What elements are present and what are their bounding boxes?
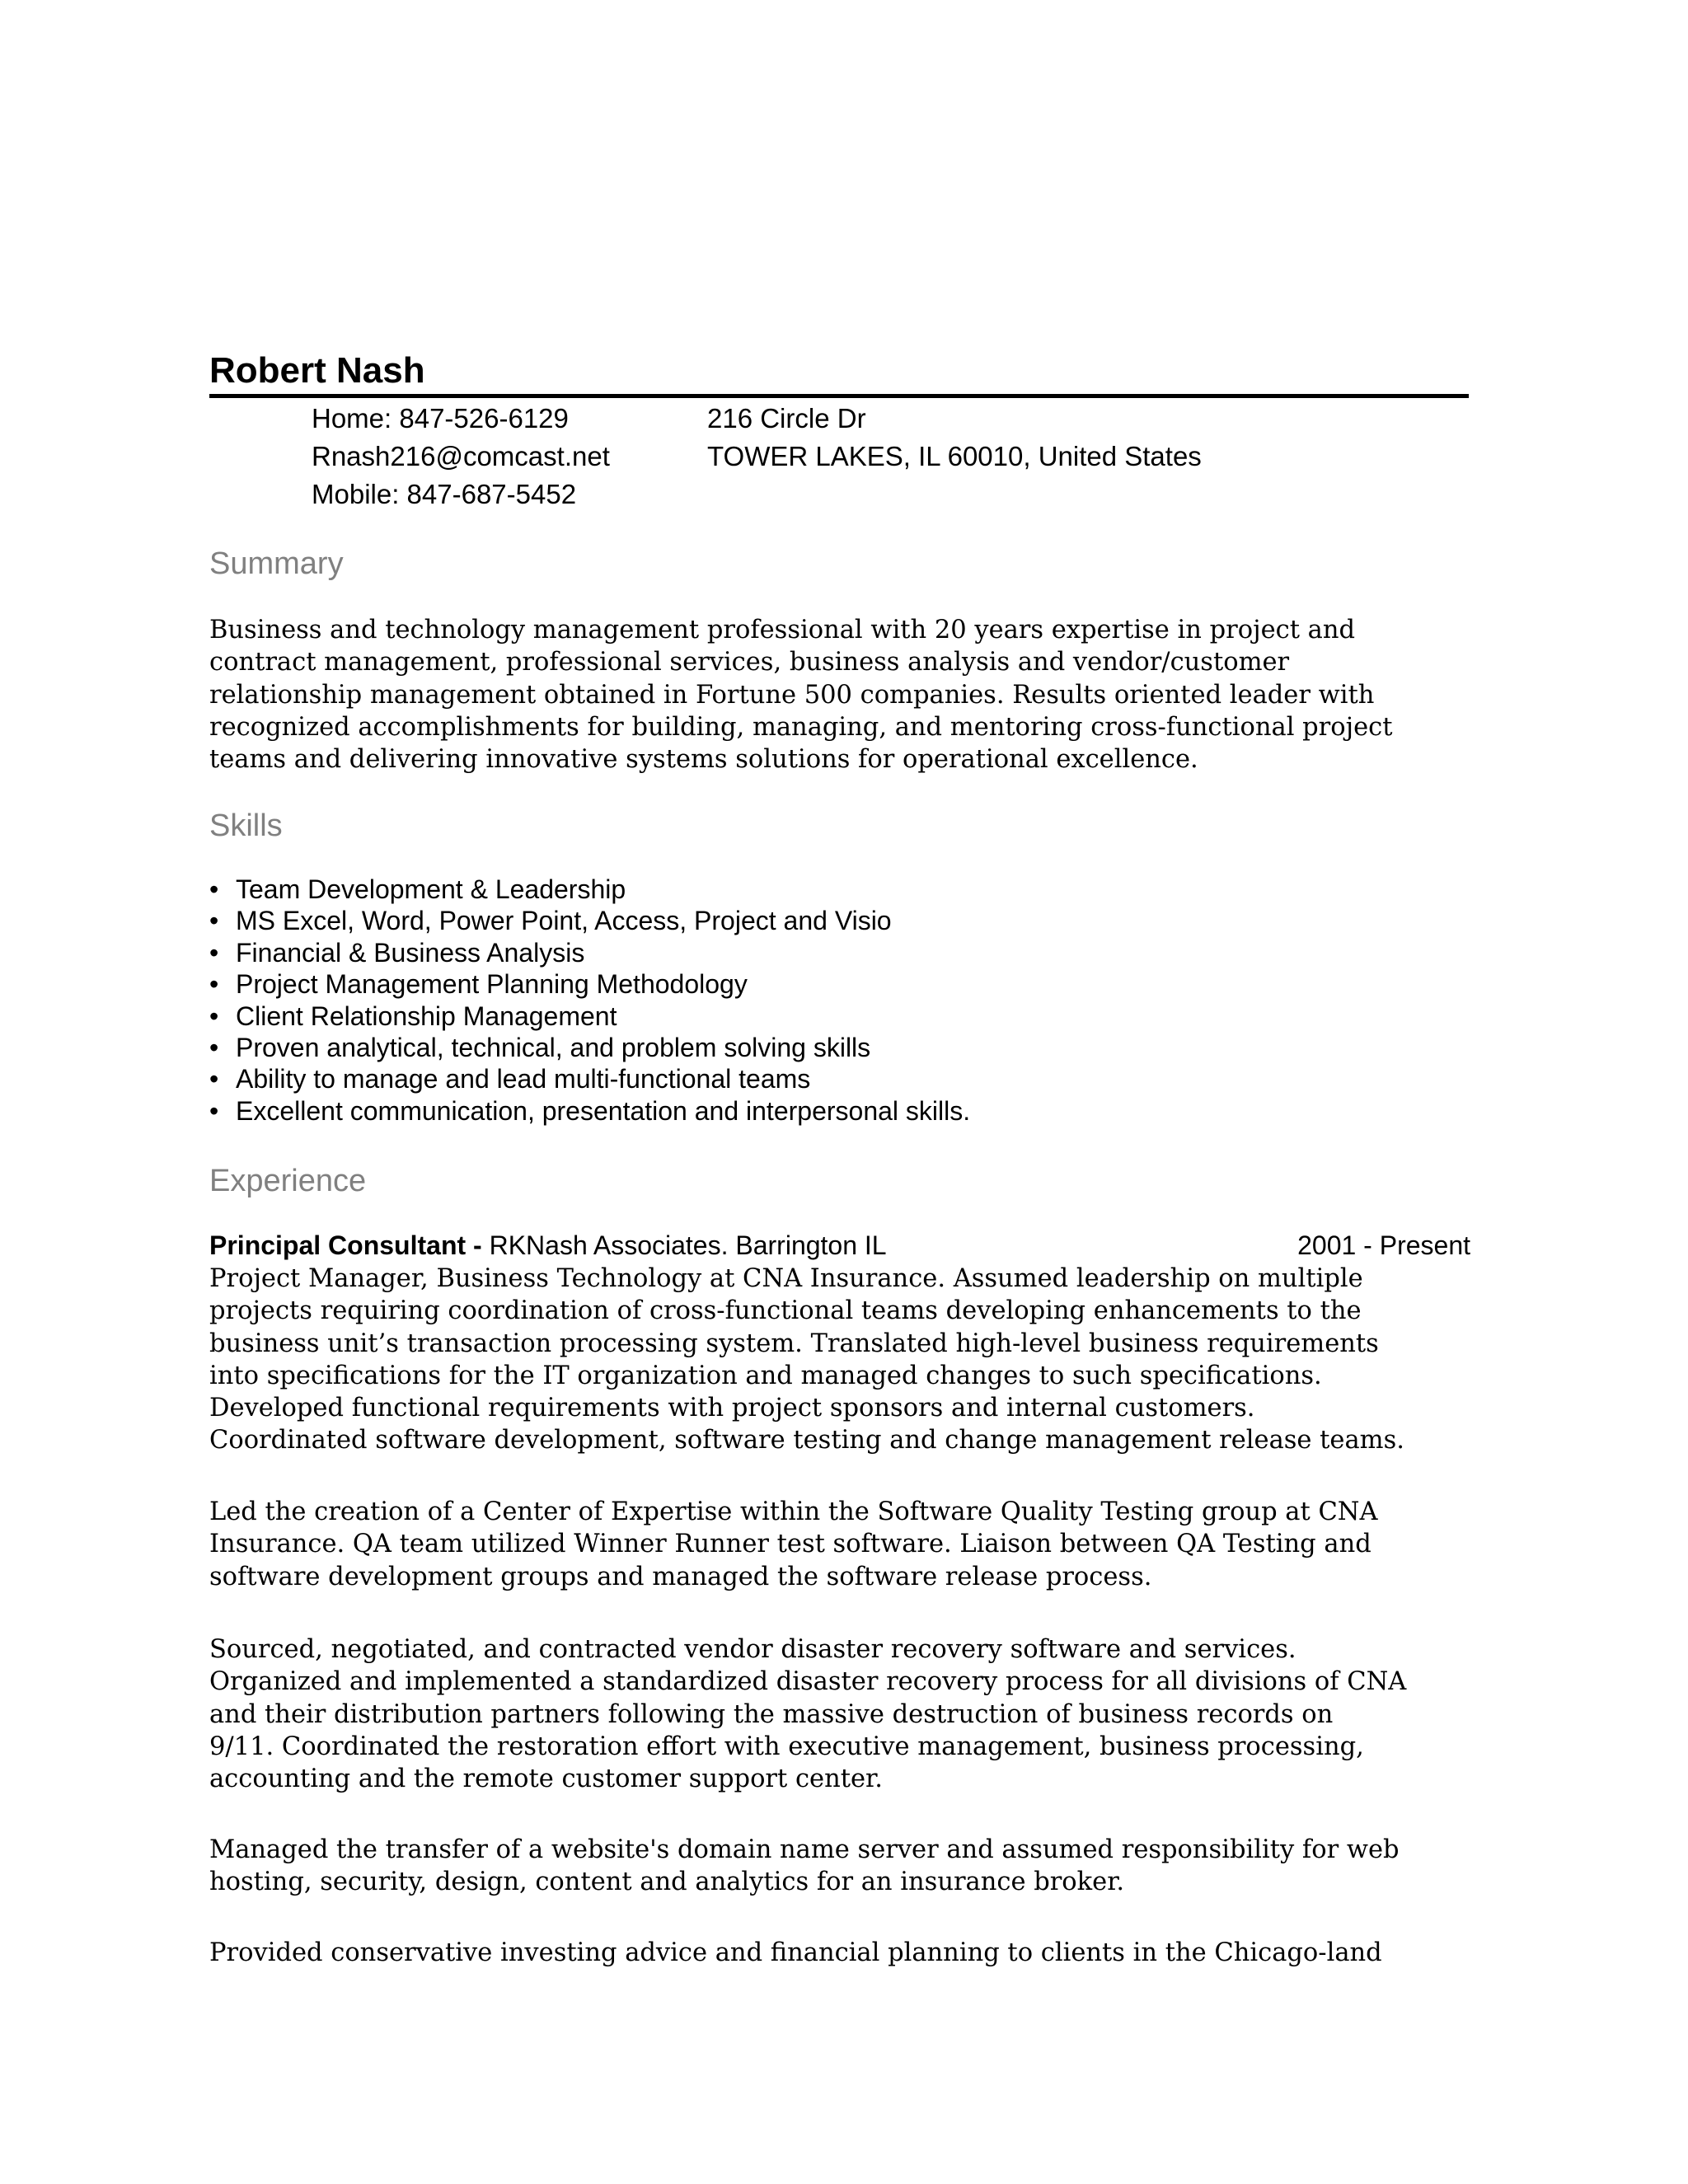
skills-list bbox=[209, 874, 970, 1127]
paragraph-line: Organized and implemented a standardized disaster recovery process for all divisions of CNA bbox=[209, 1667, 1407, 1697]
paragraph-line: and their distribution partners following the massive destruction of business records on bbox=[209, 1699, 1334, 1729]
paragraph-line: Insurance. QA team utilized Winner Runner test software. Liaison between QA Testing and bbox=[209, 1530, 1372, 1559]
bullet-icon: • bbox=[209, 1001, 219, 1031]
contact-details bbox=[312, 400, 610, 513]
summary-line: Business and technology management professional with 20 years expertise in project and bbox=[209, 616, 1355, 644]
experience-paragraph bbox=[209, 1834, 1495, 1899]
paragraph-line: into specifications for the IT organization and managed changes to such specifications. bbox=[209, 1361, 1322, 1390]
address-city: TOWER LAKES, IL 60010, United States bbox=[707, 441, 1202, 471]
paragraph-line: Provided conservative investing advice and financial planning to clients in the Chicago-land bbox=[209, 1938, 1382, 1967]
bullet-icon: • bbox=[209, 1032, 219, 1062]
bullet-icon: • bbox=[209, 937, 219, 968]
bullet-icon: • bbox=[209, 1095, 219, 1126]
paragraph-line: hosting, security, design, content and analytics for an insurance broker. bbox=[209, 1868, 1125, 1897]
paragraph-line: Sourced, negotiated, and contracted vendor disaster recovery software and services. bbox=[209, 1635, 1296, 1664]
list-item bbox=[209, 1095, 970, 1127]
bullet-icon: • bbox=[209, 1064, 219, 1094]
paragraph-line: software development groups and managed the software release process. bbox=[209, 1562, 1152, 1591]
paragraph-line: 9/11. Coordinated the restoration effort with executive management, business processing, bbox=[209, 1732, 1364, 1761]
list-item bbox=[209, 874, 970, 905]
skill-label: Team Development & Leadership bbox=[236, 874, 626, 904]
paragraph-line: Managed the transfer of a website's domain name server and assumed responsibility for web bbox=[209, 1835, 1400, 1864]
mobile-phone: Mobile: 847-687-5452 bbox=[312, 479, 577, 509]
summary-line: recognized accomplishments for building, managing, and mentoring cross-functional project bbox=[209, 712, 1393, 742]
list-item bbox=[209, 937, 970, 968]
experience-paragraph bbox=[209, 1937, 1495, 1969]
skill-label: Project Management Planning Methodology bbox=[236, 969, 748, 1000]
job-title: Principal Consultant - bbox=[209, 1230, 490, 1260]
summary-line: teams and delivering innovative systems solutions for operational excellence. bbox=[209, 745, 1198, 775]
candidate-name: Robert Nash bbox=[209, 350, 425, 391]
bullet-icon: • bbox=[209, 874, 219, 904]
summary-text bbox=[209, 614, 1495, 776]
skill-label: Proven analytical, technical, and problem solving skills bbox=[236, 1032, 871, 1062]
summary-heading: Summary bbox=[209, 546, 344, 581]
experience-heading: Experience bbox=[209, 1164, 367, 1198]
paragraph-line: business unit’s transaction processing system. Translated high-level business requirements bbox=[209, 1329, 1379, 1358]
list-item bbox=[209, 905, 970, 936]
list-item bbox=[209, 1063, 970, 1094]
list-item bbox=[209, 1032, 970, 1063]
list-item bbox=[209, 968, 970, 1000]
job-header bbox=[209, 1228, 1470, 1263]
experience-paragraph bbox=[209, 1633, 1495, 1795]
paragraph-line: Project Manager, Business Technology at CNA Insurance. Assumed leadership on multiple bbox=[209, 1264, 1363, 1293]
address-street: 216 Circle Dr bbox=[707, 403, 866, 434]
name-divider bbox=[209, 394, 1469, 398]
skills-heading: Skills bbox=[209, 808, 283, 843]
summary-line: contract management, professional services, business analysis and vendor/customer bbox=[209, 648, 1290, 677]
paragraph-line: Led the creation of a Center of Expertise within the Software Quality Testing group at CNA bbox=[209, 1497, 1378, 1526]
paragraph-line: Developed functional requirements with project sponsors and internal customers. bbox=[209, 1394, 1255, 1423]
email-address: Rnash216@comcast.net bbox=[312, 441, 610, 471]
summary-line: relationship management obtained in Fortune 500 companies. Results oriented leader with bbox=[209, 680, 1375, 710]
paragraph-line: Coordinated software development, software testing and change management release teams. bbox=[209, 1426, 1404, 1455]
home-phone: Home: 847-526-6129 bbox=[312, 403, 569, 434]
skill-label: MS Excel, Word, Power Point, Access, Project and Visio bbox=[236, 906, 892, 936]
experience-paragraph bbox=[209, 1263, 1495, 1457]
skill-label: Ability to manage and lead multi-functional teams bbox=[236, 1064, 811, 1094]
paragraph-line: accounting and the remote customer support center. bbox=[209, 1765, 883, 1794]
job-dates: 2001 - Present bbox=[1297, 1230, 1470, 1260]
mailing-address bbox=[707, 400, 1202, 476]
list-item bbox=[209, 1001, 970, 1032]
skill-label: Excellent communication, presentation and interpersonal skills. bbox=[236, 1095, 971, 1126]
bullet-icon: • bbox=[209, 969, 219, 1000]
skill-label: Financial & Business Analysis bbox=[236, 937, 585, 968]
experience-paragraph bbox=[209, 1496, 1495, 1593]
employer-name: RKNash Associates. Barrington IL bbox=[489, 1230, 887, 1260]
skill-label: Client Relationship Management bbox=[236, 1001, 617, 1031]
bullet-icon: • bbox=[209, 906, 219, 936]
paragraph-line: projects requiring coordination of cross-functional teams developing enhancements to the bbox=[209, 1296, 1362, 1326]
